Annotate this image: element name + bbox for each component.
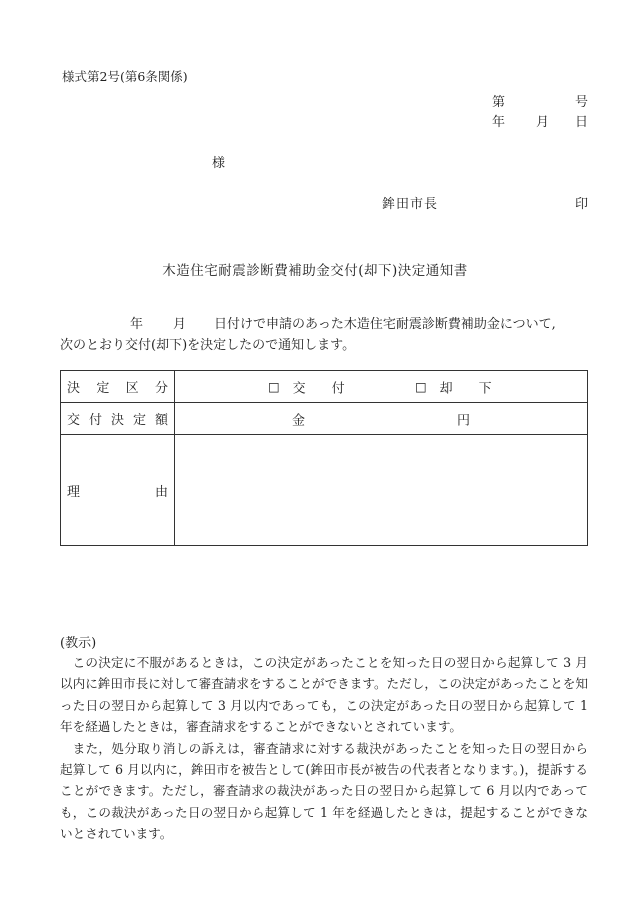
label-char: 定 bbox=[96, 381, 110, 396]
grant-amount-row bbox=[61, 403, 588, 435]
reason-row bbox=[61, 435, 588, 546]
label-char: 定 bbox=[132, 413, 146, 428]
notice-body bbox=[60, 652, 588, 845]
notice-paragraph-1: この決定に不服があるときは，この決定があったことを知った日の翌日から起算して 3 月以内に鉾田市長に対して審査請求をすることができます。ただし，この決定があったことを知った日の翌日から起算して 3 月以内であっても，この決定があった日の翌日から起算して 1 年を経過したときは，審査請求をすることができないとされています。 bbox=[60, 655, 588, 735]
label-char: 額 bbox=[154, 413, 168, 428]
intro-text: 日付けで申請のあった木造住宅耐震診断費補助金について, bbox=[214, 317, 556, 332]
form-number: 様式第2号(第6条関係) bbox=[62, 69, 188, 84]
amount-unit: 円 bbox=[457, 413, 471, 428]
issuer-name: 鉾田市長 bbox=[382, 197, 439, 212]
amount-prefix: 金 bbox=[292, 413, 306, 428]
date-month-label: 月 bbox=[536, 115, 550, 130]
grant-amount-value[interactable] bbox=[175, 403, 588, 435]
intro-month: 月 bbox=[173, 317, 187, 332]
label-char: 決 bbox=[67, 381, 81, 396]
date-day-label: 日 bbox=[575, 115, 589, 130]
decision-category-label bbox=[61, 371, 175, 403]
reason-label bbox=[61, 435, 175, 546]
addressee-suffix: 様 bbox=[212, 156, 226, 171]
label-char: 分 bbox=[154, 381, 168, 396]
label-char: 交 bbox=[67, 413, 81, 428]
intro-line-2: 次のとおり交付(却下)を決定したので通知します。 bbox=[60, 338, 356, 353]
document-number-label: 第 bbox=[492, 95, 506, 110]
reason-value[interactable] bbox=[175, 435, 588, 546]
label-char: 決 bbox=[110, 413, 124, 428]
date-year-label: 年 bbox=[492, 115, 506, 130]
notice-heading: (教示) bbox=[60, 636, 97, 651]
document-title: 木造住宅耐震診断費補助金交付(却下)決定通知書 bbox=[162, 263, 468, 279]
decision-table bbox=[60, 370, 588, 546]
notice-paragraph-2: また，処分取り消しの訴えは，審査請求に対する裁決があったことを知った日の翌日から起算して 6 月以内に，鉾田市を被告として(鉾田市長が被告の代表者となります。)，提訴することができます。ただし，審査請求の裁決があった日の翌日から起算して 6 月以内であっても，この裁決があった日の翌日から起算して 1 年を経過したときは，提起することができないとされています。 bbox=[60, 740, 588, 842]
decision-category-value bbox=[175, 371, 588, 403]
reject-option-checkbox[interactable]: ☐ 却 下 bbox=[415, 381, 492, 396]
label-char: 付 bbox=[88, 413, 102, 428]
label-char: 理 bbox=[67, 484, 81, 500]
intro-line-1 bbox=[60, 313, 556, 332]
decision-category-row bbox=[61, 371, 588, 403]
label-char: 区 bbox=[125, 381, 139, 396]
intro-year: 年 bbox=[130, 317, 144, 332]
label-char: 由 bbox=[154, 484, 168, 500]
grant-amount-label bbox=[61, 403, 175, 435]
grant-option-checkbox[interactable]: ☐ 交 付 bbox=[268, 381, 345, 396]
seal-mark: 印 bbox=[575, 197, 589, 212]
document-number-suffix: 号 bbox=[575, 95, 589, 110]
